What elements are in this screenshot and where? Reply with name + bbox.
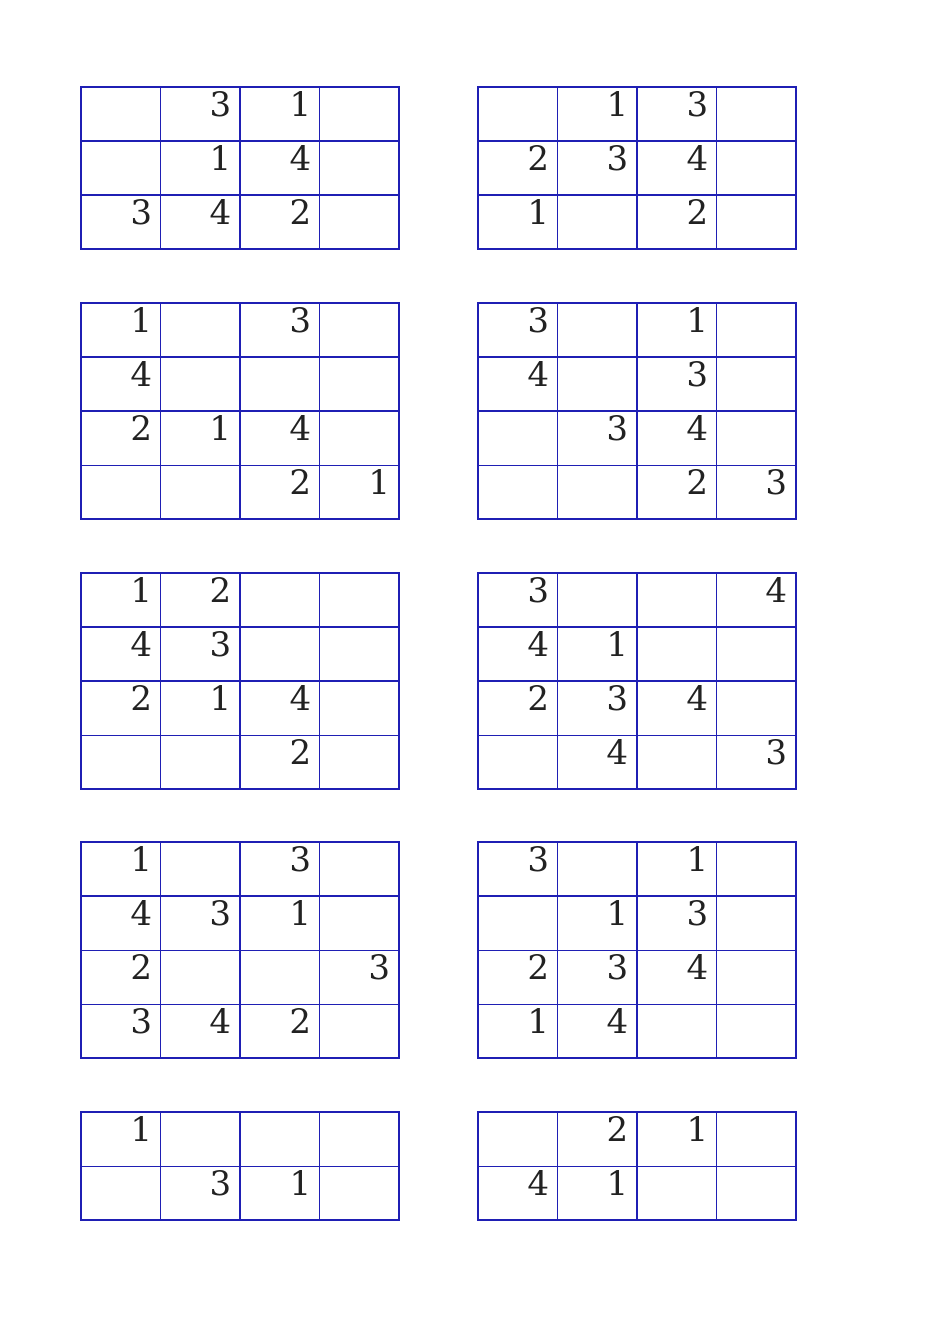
puzzle-grid-5 xyxy=(80,572,400,790)
puzzle-cell[interactable] xyxy=(637,627,717,681)
puzzle-cell[interactable]: 1 xyxy=(161,141,241,195)
puzzle-cell[interactable]: 2 xyxy=(637,195,717,249)
puzzle-cell[interactable]: 2 xyxy=(240,465,320,519)
puzzle-row xyxy=(81,1112,399,1166)
puzzle-cell[interactable]: 2 xyxy=(240,735,320,789)
puzzle-cell[interactable]: 1 xyxy=(81,842,161,896)
puzzle-grid-10 xyxy=(477,1111,797,1221)
puzzle-cell[interactable]: 1 xyxy=(637,1112,717,1166)
puzzle-cell[interactable] xyxy=(240,573,320,627)
puzzle-cell[interactable] xyxy=(320,141,399,195)
puzzle-cell[interactable] xyxy=(320,735,399,789)
puzzle-row xyxy=(81,627,399,681)
puzzle-grid-6 xyxy=(477,572,797,790)
puzzle-cell[interactable] xyxy=(81,1166,161,1220)
puzzle-row xyxy=(478,465,796,519)
puzzle-cell[interactable]: 1 xyxy=(637,842,717,896)
puzzle-cell[interactable]: 1 xyxy=(320,465,400,519)
puzzle-cell[interactable]: 4 xyxy=(81,357,161,411)
puzzle-cell[interactable] xyxy=(478,87,558,141)
puzzle-cell[interactable]: 3 xyxy=(161,627,241,681)
puzzle-cell[interactable]: 2 xyxy=(81,411,161,465)
puzzle-cell[interactable]: 3 xyxy=(637,357,717,411)
puzzle-cell[interactable] xyxy=(320,1166,399,1220)
puzzle-row xyxy=(478,303,796,357)
puzzle-row xyxy=(81,141,399,195)
puzzle-row xyxy=(478,411,796,465)
puzzle-grid-1 xyxy=(80,86,400,250)
puzzle-cell[interactable] xyxy=(320,573,399,627)
puzzle-cell[interactable] xyxy=(161,735,241,789)
puzzle-cell[interactable]: 3 xyxy=(81,195,161,249)
puzzle-cell[interactable] xyxy=(717,896,796,950)
puzzle-row xyxy=(478,735,796,789)
puzzle-row xyxy=(478,681,796,735)
puzzle-cell[interactable] xyxy=(558,357,638,411)
puzzle-grid-7 xyxy=(80,841,400,1059)
puzzle-row xyxy=(478,195,796,249)
puzzle-cell[interactable] xyxy=(717,303,797,357)
puzzle-cell[interactable] xyxy=(717,950,796,1004)
puzzle-cell[interactable] xyxy=(717,195,796,249)
puzzle-cell[interactable]: 4 xyxy=(637,950,717,1004)
puzzle-cell[interactable]: 4 xyxy=(240,681,320,735)
puzzle-row xyxy=(81,842,399,896)
puzzle-cell[interactable]: 3 xyxy=(558,141,638,195)
puzzle-cell[interactable]: 1 xyxy=(558,896,638,950)
puzzle-cell[interactable] xyxy=(478,465,558,519)
puzzle-cell[interactable]: 4 xyxy=(478,357,558,411)
puzzle-cell[interactable] xyxy=(558,465,638,519)
puzzle-cell[interactable]: 3 xyxy=(478,842,558,896)
puzzle-cell[interactable]: 1 xyxy=(478,1004,558,1058)
puzzle-cell[interactable] xyxy=(478,1112,558,1166)
puzzle-cell[interactable] xyxy=(161,303,241,357)
puzzle-row xyxy=(81,195,399,249)
puzzle-cell[interactable]: 2 xyxy=(637,465,717,519)
puzzle-cell[interactable] xyxy=(558,195,638,249)
puzzle-row xyxy=(478,842,796,896)
puzzle-row xyxy=(478,1112,796,1166)
puzzle-row xyxy=(478,357,796,411)
puzzle-row xyxy=(478,141,796,195)
puzzle-cell[interactable]: 3 xyxy=(478,573,558,627)
puzzle-cell[interactable] xyxy=(717,141,796,195)
puzzle-row xyxy=(478,1004,796,1058)
puzzle-cell[interactable] xyxy=(81,87,161,141)
puzzle-cell[interactable]: 3 xyxy=(558,681,638,735)
puzzle-cell[interactable]: 3 xyxy=(320,950,400,1004)
puzzle-cell[interactable] xyxy=(717,1166,796,1220)
puzzle-cell[interactable]: 3 xyxy=(240,842,320,896)
puzzle-cell[interactable] xyxy=(161,950,241,1004)
puzzle-cell[interactable] xyxy=(320,627,399,681)
puzzle-cell[interactable]: 3 xyxy=(161,87,241,141)
puzzle-cell[interactable]: 1 xyxy=(81,303,161,357)
puzzle-cell[interactable] xyxy=(717,627,797,681)
puzzle-cell[interactable]: 3 xyxy=(161,896,241,950)
puzzle-row xyxy=(81,896,399,950)
puzzle-cell[interactable] xyxy=(478,896,558,950)
puzzle-cell[interactable]: 2 xyxy=(558,1112,638,1166)
puzzle-cell[interactable]: 1 xyxy=(478,195,558,249)
puzzle-cell[interactable] xyxy=(558,303,638,357)
puzzle-cell[interactable]: 2 xyxy=(478,950,558,1004)
puzzle-cell[interactable]: 3 xyxy=(637,896,717,950)
puzzle-row xyxy=(81,303,399,357)
puzzle-cell[interactable]: 1 xyxy=(240,1166,320,1220)
puzzle-cell[interactable]: 2 xyxy=(240,1004,320,1058)
puzzle-grid-9 xyxy=(80,1111,400,1221)
puzzle-cell[interactable] xyxy=(320,195,399,249)
puzzle-row xyxy=(478,896,796,950)
puzzle-cell[interactable] xyxy=(717,411,797,465)
puzzle-cell[interactable] xyxy=(320,681,399,735)
puzzle-cell[interactable] xyxy=(320,896,400,950)
puzzle-cell[interactable]: 4 xyxy=(478,627,558,681)
puzzle-cell[interactable]: 3 xyxy=(558,950,638,1004)
puzzle-cell[interactable] xyxy=(240,357,320,411)
puzzle-row xyxy=(478,573,796,627)
puzzle-cell[interactable] xyxy=(240,1112,320,1166)
puzzle-cell[interactable]: 1 xyxy=(558,87,638,141)
puzzle-cell[interactable]: 3 xyxy=(478,303,558,357)
puzzle-cell[interactable] xyxy=(161,1112,241,1166)
puzzle-grid-2 xyxy=(477,86,797,250)
puzzle-cell[interactable]: 2 xyxy=(81,950,161,1004)
puzzle-cell[interactable] xyxy=(320,1004,400,1058)
puzzle-cell[interactable] xyxy=(478,411,558,465)
puzzle-row xyxy=(478,950,796,1004)
puzzle-cell[interactable]: 4 xyxy=(81,896,161,950)
puzzle-cell[interactable] xyxy=(717,1112,796,1166)
puzzle-cell[interactable]: 3 xyxy=(637,87,717,141)
puzzle-cell[interactable]: 3 xyxy=(81,1004,161,1058)
puzzle-cell[interactable]: 4 xyxy=(161,195,241,249)
puzzle-cell[interactable]: 3 xyxy=(161,1166,241,1220)
puzzle-cell[interactable] xyxy=(81,735,161,789)
puzzle-cell[interactable] xyxy=(637,573,717,627)
puzzle-cell[interactable]: 1 xyxy=(81,573,161,627)
puzzle-cell[interactable] xyxy=(320,411,400,465)
puzzle-cell[interactable] xyxy=(240,627,320,681)
puzzle-cell[interactable]: 2 xyxy=(478,141,558,195)
puzzle-cell[interactable] xyxy=(161,465,241,519)
puzzle-cell[interactable]: 1 xyxy=(240,896,320,950)
puzzle-cell[interactable]: 1 xyxy=(558,1166,638,1220)
puzzle-cell[interactable] xyxy=(161,842,241,896)
puzzle-cell[interactable]: 4 xyxy=(161,1004,241,1058)
puzzle-row xyxy=(478,1166,796,1220)
puzzle-cell[interactable]: 3 xyxy=(240,303,320,357)
puzzle-cell[interactable]: 2 xyxy=(81,681,161,735)
puzzle-cell[interactable] xyxy=(717,842,796,896)
puzzle-row xyxy=(81,950,399,1004)
puzzle-cell[interactable]: 1 xyxy=(637,303,717,357)
puzzle-cell[interactable]: 3 xyxy=(558,411,638,465)
puzzle-row xyxy=(81,1004,399,1058)
puzzle-grid-8 xyxy=(477,841,797,1059)
puzzle-cell[interactable] xyxy=(240,950,320,1004)
puzzle-cell[interactable] xyxy=(558,573,638,627)
puzzle-cell[interactable]: 4 xyxy=(637,411,717,465)
puzzle-cell[interactable]: 4 xyxy=(558,1004,638,1058)
puzzle-cell[interactable] xyxy=(320,87,399,141)
puzzle-cell[interactable]: 4 xyxy=(478,1166,558,1220)
puzzle-cell[interactable]: 2 xyxy=(240,195,320,249)
puzzle-cell[interactable]: 2 xyxy=(161,573,241,627)
puzzle-row xyxy=(81,735,399,789)
puzzle-cell[interactable] xyxy=(637,1166,717,1220)
puzzle-cell[interactable]: 4 xyxy=(81,627,161,681)
puzzle-cell[interactable]: 4 xyxy=(240,411,320,465)
puzzle-row xyxy=(81,87,399,141)
puzzle-row xyxy=(478,87,796,141)
puzzle-cell[interactable]: 4 xyxy=(637,141,717,195)
puzzle-cell[interactable] xyxy=(717,681,797,735)
puzzle-cell[interactable] xyxy=(717,357,797,411)
puzzle-cell[interactable]: 1 xyxy=(558,627,638,681)
puzzle-cell[interactable] xyxy=(717,1004,796,1058)
puzzle-cell[interactable] xyxy=(717,87,796,141)
puzzle-row xyxy=(81,465,399,519)
puzzle-cell[interactable] xyxy=(637,735,717,789)
puzzle-cell[interactable]: 4 xyxy=(637,681,717,735)
puzzle-row xyxy=(478,627,796,681)
puzzle-cell[interactable] xyxy=(637,1004,717,1058)
puzzle-cell[interactable] xyxy=(320,357,400,411)
puzzle-cell[interactable]: 3 xyxy=(717,735,797,789)
puzzle-cell[interactable] xyxy=(81,465,161,519)
puzzle-grid-4 xyxy=(477,302,797,520)
puzzle-cell[interactable] xyxy=(81,141,161,195)
puzzle-cell[interactable]: 1 xyxy=(161,681,241,735)
puzzle-cell[interactable]: 4 xyxy=(240,141,320,195)
puzzle-cell[interactable]: 1 xyxy=(240,87,320,141)
puzzle-row xyxy=(81,1166,399,1220)
puzzle-cell[interactable] xyxy=(558,842,638,896)
puzzle-cell[interactable] xyxy=(320,842,400,896)
puzzle-cell[interactable]: 3 xyxy=(717,465,797,519)
puzzle-row xyxy=(81,573,399,627)
puzzle-cell[interactable] xyxy=(161,357,241,411)
puzzle-cell[interactable]: 1 xyxy=(161,411,241,465)
puzzle-cell[interactable]: 4 xyxy=(717,573,797,627)
puzzle-grid-3 xyxy=(80,302,400,520)
puzzle-cell[interactable]: 4 xyxy=(558,735,638,789)
puzzle-row xyxy=(81,357,399,411)
puzzle-cell[interactable] xyxy=(320,303,400,357)
puzzle-row xyxy=(81,681,399,735)
puzzle-cell[interactable] xyxy=(478,735,558,789)
puzzle-cell[interactable]: 1 xyxy=(81,1112,161,1166)
puzzle-cell[interactable]: 2 xyxy=(478,681,558,735)
puzzle-row xyxy=(81,411,399,465)
puzzle-cell[interactable] xyxy=(320,1112,399,1166)
